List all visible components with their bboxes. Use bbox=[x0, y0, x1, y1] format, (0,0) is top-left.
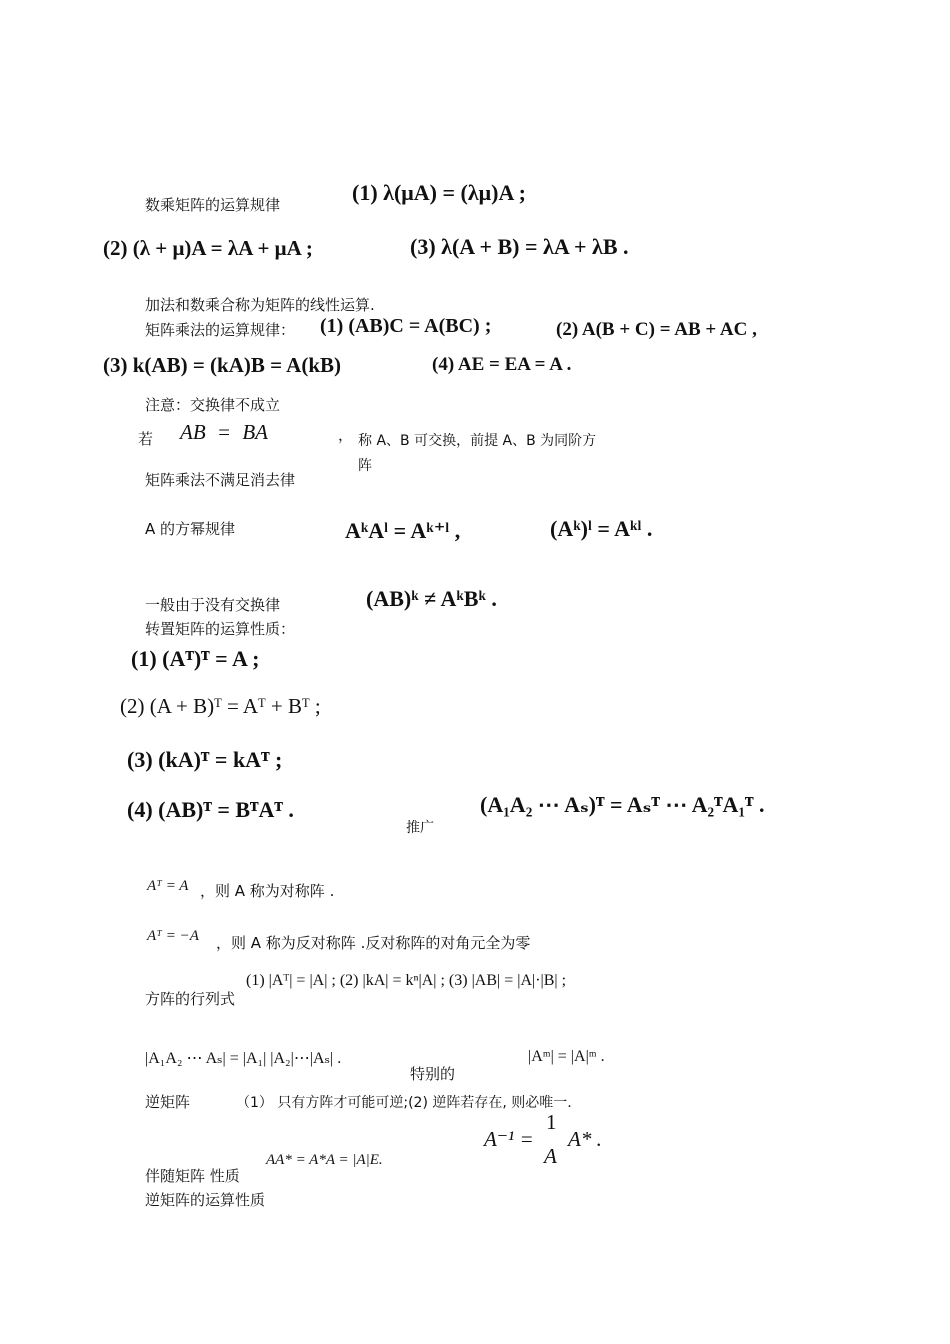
formula-transpose-general: (A₁A₂ ⋯ Aₛ)ᵀ = Aₛᵀ ⋯ A₂ᵀA₁ᵀ . bbox=[480, 792, 765, 817]
formula-power-product: AᵏAˡ = Aᵏ⁺ˡ , bbox=[345, 518, 461, 543]
comma-mark: ， bbox=[338, 426, 354, 444]
commutative-note: 注意：交换律不成立 bbox=[145, 396, 281, 414]
inverse-matrix-label: 逆矩阵 bbox=[145, 1093, 191, 1111]
if-word: 若 bbox=[138, 430, 154, 448]
inverse-properties-text: （1） 只有方阵才可能可逆;(2) 逆阵若存在, 则必唯一. bbox=[236, 1095, 572, 1111]
linear-operation-note: 加法和数乘合称为矩阵的线性运算. bbox=[145, 296, 375, 314]
symmetric-definition: ，则 A 称为对称阵 . bbox=[200, 882, 335, 900]
formula-transpose-4: (4) (AB)ᵀ = BᵀAᵀ . bbox=[127, 797, 294, 822]
matrix-mult-rules-label: 矩阵乘法的运算规律： bbox=[145, 321, 296, 339]
fraction-denominator: A bbox=[544, 1144, 557, 1168]
formula-mult-scalar: (3) k(AB) = (kA)B = A(kB) bbox=[103, 353, 342, 377]
inverse-operation-rules-label: 逆矩阵的运算性质 bbox=[145, 1191, 266, 1209]
adjugate-label: 伴随矩阵 性质 bbox=[145, 1167, 240, 1185]
scalar-mult-rules-label: 数乘矩阵的运算规律 bbox=[145, 196, 281, 214]
formula-symmetric: Aᵀ = A bbox=[147, 878, 189, 894]
formula-determinant-product: |A₁A₂ ⋯ Aₛ| = |A₁| |A₂|⋯|Aₛ| . bbox=[145, 1050, 342, 1067]
formula-scalar-assoc: (1) λ(μA) = (λμ)A ; bbox=[352, 180, 526, 205]
no-commute-power-label: 一般由于没有交换律 bbox=[145, 596, 281, 614]
formula-determinant-rules: (1) |Aᵀ| = |A| ; (2) |kA| = kⁿ|A| ; (3) |AB| = |A|·|B| ; bbox=[246, 972, 567, 989]
formula-transpose-1: (1) (Aᵀ)ᵀ = A ; bbox=[131, 646, 260, 671]
formula-mult-identity: (4) AE = EA = A . bbox=[432, 354, 572, 375]
formula-inverse-lhs: A⁻¹ = bbox=[484, 1127, 534, 1151]
cancellation-law-note: 矩阵乘法不满足消去律 bbox=[145, 471, 296, 489]
power-rules-label: A 的方幂规律 bbox=[145, 520, 236, 538]
formula-antisymmetric: Aᵀ = −A bbox=[147, 928, 199, 944]
generalization-label: 推广 bbox=[406, 820, 434, 836]
formula-transpose-3: (3) (kA)ᵀ = kAᵀ ; bbox=[127, 747, 283, 772]
formula-scalar-distrib-1: (2) (λ + μ)A = λA + μA ; bbox=[103, 236, 313, 260]
formula-commute: AB = BA bbox=[180, 420, 268, 444]
formula-inverse-rhs: A* . bbox=[568, 1127, 602, 1151]
commute-definition-text: 称 A、B 可交换，前提 A、B 为同阶方 bbox=[358, 433, 597, 449]
antisymmetric-definition: ，则 A 称为反对称阵 .反对称阵的对角元全为零 bbox=[216, 934, 531, 952]
formula-power-inequality: (AB)ᵏ ≠ AᵏBᵏ . bbox=[366, 586, 497, 611]
formula-mult-assoc: (1) (AB)C = A(BC) ; bbox=[320, 315, 492, 337]
formula-transpose-2: (2) (A + B)ᵀ = Aᵀ + Bᵀ ; bbox=[120, 694, 321, 718]
formula-adjugate: AA* = A*A = |A|E. bbox=[266, 1152, 383, 1168]
special-case-label: 特别的 bbox=[410, 1065, 456, 1083]
fraction-numerator: 1 bbox=[546, 1110, 557, 1134]
formula-power-power: (Aᵏ)ˡ = Aᵏˡ . bbox=[550, 516, 653, 541]
commute-definition-text-cont: 阵 bbox=[358, 458, 372, 474]
determinant-label: 方阵的行列式 bbox=[145, 990, 236, 1008]
formula-determinant-power: |Aᵐ| = |A|ᵐ . bbox=[528, 1048, 605, 1065]
formula-scalar-distrib-2: (3) λ(A + B) = λA + λB . bbox=[410, 234, 629, 259]
formula-mult-distrib: (2) A(B + C) = AB + AC , bbox=[556, 319, 757, 340]
transpose-rules-label: 转置矩阵的运算性质： bbox=[145, 620, 296, 638]
